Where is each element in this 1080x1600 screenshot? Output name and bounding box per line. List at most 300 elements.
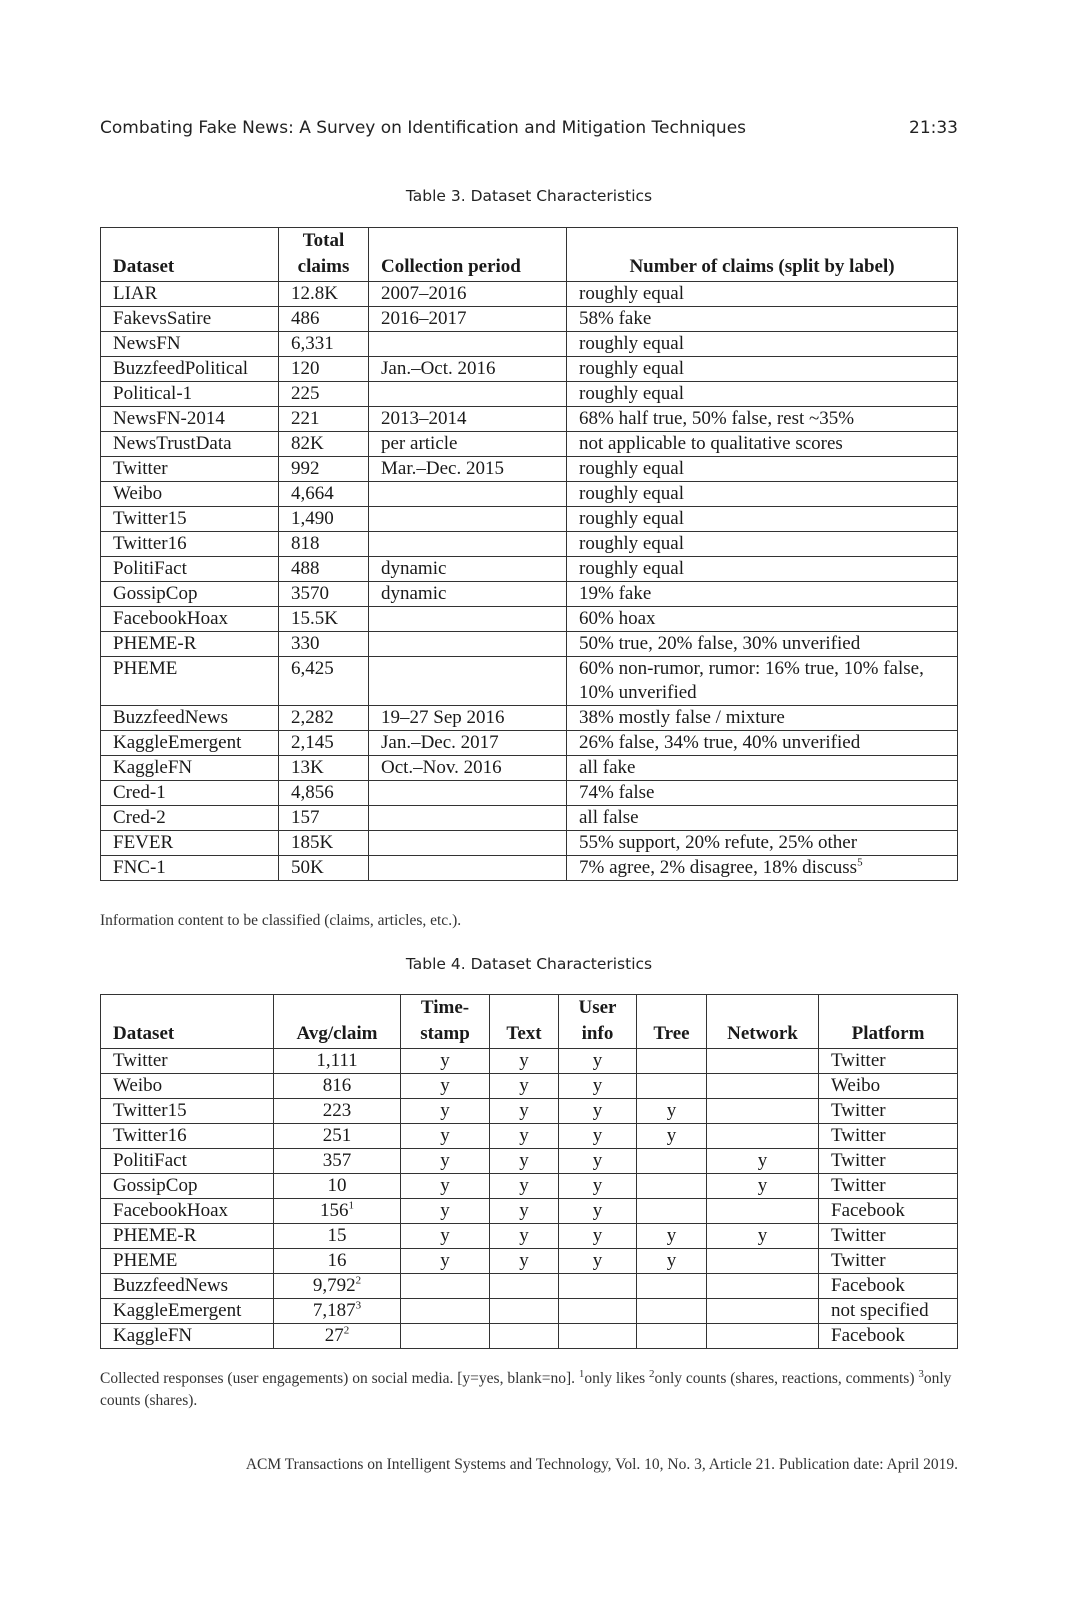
- cell-text: NewsFN-2014: [113, 408, 225, 429]
- cell-text: 2,145: [291, 732, 334, 753]
- table-cell: [567, 582, 958, 607]
- table-cell: [567, 507, 958, 532]
- table-cell: [279, 307, 369, 332]
- table-cell: [490, 1149, 559, 1174]
- table-cell: [274, 1299, 401, 1324]
- cell-text: y: [519, 1250, 529, 1271]
- cell-text: roughly equal: [579, 358, 685, 379]
- table-row: [101, 1224, 958, 1249]
- table-cell: [101, 357, 279, 382]
- table-cell: [819, 1124, 958, 1149]
- cell-text: Twitter: [831, 1125, 886, 1146]
- column-header: Avg/claim: [274, 995, 401, 1049]
- table-row: [101, 806, 958, 831]
- cell-text: y: [666, 1225, 677, 1246]
- table-cell: [401, 1074, 490, 1099]
- table-cell: [369, 282, 567, 307]
- table-cell: [369, 357, 567, 382]
- table-cell: [279, 382, 369, 407]
- cell-text: PHEME: [113, 658, 178, 679]
- note-text: Collected responses (user engagements) on social media. [y=yes, blank=no].: [100, 1370, 579, 1387]
- cell-text: KaggleEmergent: [113, 1300, 242, 1321]
- table-cell: [369, 482, 567, 507]
- cell-text: 7,187: [312, 1300, 356, 1321]
- cell-text: BuzzfeedNews: [113, 1275, 229, 1296]
- table-cell: [567, 282, 958, 307]
- table-cell: [707, 1299, 819, 1324]
- table-cell: [279, 407, 369, 432]
- cell-text: NewsFN: [113, 333, 181, 354]
- table-row: [101, 282, 958, 307]
- cell-text: 60% hoax: [579, 608, 656, 629]
- cell-text: y: [440, 1175, 450, 1196]
- cell-text: 992: [291, 458, 320, 479]
- table-cell: [490, 1174, 559, 1199]
- table-cell: [101, 1049, 274, 1074]
- table-row: [101, 1324, 958, 1349]
- table-cell: [567, 756, 958, 781]
- cell-text: 50K: [291, 857, 324, 878]
- table-cell: [101, 457, 279, 482]
- note-text: only counts (shares, reactions, comments): [654, 1370, 919, 1387]
- table-cell: [279, 357, 369, 382]
- table-cell: [101, 607, 279, 632]
- table-cell: [707, 1099, 819, 1124]
- table-cell: [401, 1149, 490, 1174]
- cell-text: y: [440, 1075, 450, 1096]
- cell-text: 13K: [291, 757, 324, 778]
- table-cell: [101, 706, 279, 731]
- cell-text: Twitter: [113, 458, 168, 479]
- table-cell: [559, 1299, 637, 1324]
- table-cell: [401, 1274, 490, 1299]
- table-row: [101, 1174, 958, 1199]
- table-cell: [567, 532, 958, 557]
- table-cell: [819, 1174, 958, 1199]
- cell-text: FEVER: [113, 832, 174, 853]
- cell-text: y: [519, 1225, 529, 1246]
- table-cell: [637, 1224, 707, 1249]
- table-cell: [559, 1274, 637, 1299]
- cell-text: 185K: [291, 832, 334, 853]
- table-cell: [567, 607, 958, 632]
- cell-text: Twitter: [831, 1100, 886, 1121]
- table-cell: [567, 632, 958, 657]
- table-cell: [567, 457, 958, 482]
- note-text: only likes: [584, 1370, 649, 1387]
- table4-caption: Table 4. Dataset Characteristics: [405, 955, 653, 973]
- cell-text: roughly equal: [579, 458, 685, 479]
- table-row: [101, 657, 958, 706]
- table-row: [101, 507, 958, 532]
- cell-text: y: [519, 1100, 529, 1121]
- cell-text: 1,111: [316, 1050, 358, 1071]
- table-cell: [101, 407, 279, 432]
- table-cell: [637, 1324, 707, 1349]
- cell-text: 223: [322, 1100, 352, 1121]
- table-cell: [490, 1324, 559, 1349]
- table-cell: [279, 831, 369, 856]
- table-cell: [101, 307, 279, 332]
- table-cell: [369, 781, 567, 806]
- table-cell: [274, 1199, 401, 1224]
- table-cell: [819, 1224, 958, 1249]
- table-cell: [369, 507, 567, 532]
- table-cell: [567, 332, 958, 357]
- table-cell: [637, 1274, 707, 1299]
- column-header: Dataset: [101, 995, 274, 1049]
- table-row: [101, 357, 958, 382]
- cell-text: 251: [322, 1125, 352, 1146]
- table-row: [101, 756, 958, 781]
- cell-text: y: [592, 1100, 603, 1121]
- cell-text: PHEME-R: [113, 1225, 197, 1246]
- table-cell: [637, 1174, 707, 1199]
- table-cell: [567, 657, 958, 706]
- footnote-mark: 1: [578, 1367, 585, 1380]
- table-cell: [369, 632, 567, 657]
- table-row: [101, 831, 958, 856]
- table-cell: [101, 856, 279, 881]
- table-cell: [279, 657, 369, 706]
- cell-text: y: [440, 1100, 450, 1121]
- cell-text: y: [757, 1225, 768, 1246]
- table-cell: [279, 457, 369, 482]
- table-cell: [101, 731, 279, 756]
- cell-text: Twitter: [831, 1175, 886, 1196]
- cell-text: 16: [327, 1250, 347, 1271]
- cell-text: y: [592, 1125, 603, 1146]
- table-cell: [707, 1274, 819, 1299]
- cell-text: GossipCop: [113, 583, 198, 604]
- table-cell: [274, 1124, 401, 1149]
- cell-text: PolitiFact: [113, 558, 187, 579]
- cell-text: Political-1: [113, 383, 193, 404]
- table-cell: [369, 457, 567, 482]
- cell-text: 10: [327, 1175, 347, 1196]
- cell-text: Cred-2: [113, 807, 166, 828]
- table-cell: [707, 1049, 819, 1074]
- table-row: [101, 382, 958, 407]
- cell-text: Twitter15: [113, 1100, 187, 1121]
- cell-text: y: [592, 1175, 603, 1196]
- column-header: Collection period: [369, 228, 567, 282]
- table-cell: [490, 1199, 559, 1224]
- cell-text: FakevsSatire: [113, 308, 212, 329]
- table-cell: [101, 1174, 274, 1199]
- cell-text: Twitter16: [113, 1125, 187, 1146]
- cell-text: y: [519, 1075, 529, 1096]
- cell-text: GossipCop: [113, 1175, 198, 1196]
- cell-text: BuzzfeedPolitical: [113, 358, 249, 379]
- cell-text: 12.8K: [291, 283, 338, 304]
- table-cell: [567, 706, 958, 731]
- table-cell: [369, 831, 567, 856]
- cell-text: KaggleEmergent: [113, 732, 242, 753]
- table-cell: [559, 1124, 637, 1149]
- table-cell: [707, 1324, 819, 1349]
- table-cell: [369, 582, 567, 607]
- page-number: 21:33: [909, 118, 958, 138]
- table-cell: [819, 1149, 958, 1174]
- table-cell: [637, 1124, 707, 1149]
- table-row: [101, 1249, 958, 1274]
- footnote-mark: 2: [355, 1274, 362, 1287]
- table-cell: [369, 657, 567, 706]
- table-cell: [369, 557, 567, 582]
- cell-text: y: [666, 1125, 677, 1146]
- table-cell: [101, 282, 279, 307]
- cell-text: 7% agree, 2% disagree, 18% discuss: [579, 857, 858, 878]
- table-row: [101, 582, 958, 607]
- note-text: only counts (shares).: [100, 1370, 952, 1409]
- cell-text: BuzzfeedNews: [113, 707, 229, 728]
- table-cell: [559, 1149, 637, 1174]
- cell-text: 2016–2017: [381, 308, 467, 329]
- table-cell: [274, 1049, 401, 1074]
- table-cell: [567, 482, 958, 507]
- table-cell: [101, 507, 279, 532]
- table-cell: [279, 756, 369, 781]
- table-cell: [401, 1249, 490, 1274]
- table-cell: [567, 557, 958, 582]
- cell-text: 82K: [291, 433, 324, 454]
- table-cell: [707, 1249, 819, 1274]
- table-cell: [279, 856, 369, 881]
- table-cell: [369, 731, 567, 756]
- table-cell: [279, 507, 369, 532]
- table-cell: [567, 856, 958, 881]
- table-cell: [490, 1074, 559, 1099]
- table-cell: [101, 332, 279, 357]
- table-cell: [637, 1049, 707, 1074]
- table-row: [101, 482, 958, 507]
- table-cell: [101, 1199, 274, 1224]
- cell-text: NewsTrustData: [113, 433, 232, 454]
- table-cell: [559, 1074, 637, 1099]
- table-cell: [279, 557, 369, 582]
- cell-text: 488: [291, 558, 320, 579]
- table-cell: [369, 806, 567, 831]
- table-cell: [401, 1324, 490, 1349]
- cell-text: Weibo: [831, 1075, 881, 1096]
- table-cell: [819, 1199, 958, 1224]
- table-cell: [707, 1074, 819, 1099]
- cell-text: Weibo: [113, 1075, 163, 1096]
- cell-text: y: [592, 1250, 603, 1271]
- table-row: [101, 632, 958, 657]
- footnote-mark: 1: [348, 1199, 354, 1212]
- cell-text: Facebook: [831, 1275, 905, 1296]
- running-head: [100, 118, 958, 138]
- table-cell: [279, 482, 369, 507]
- table-cell: [637, 1149, 707, 1174]
- table-row: [101, 607, 958, 632]
- table-row: [101, 307, 958, 332]
- table-cell: [101, 831, 279, 856]
- table-cell: [279, 731, 369, 756]
- table-cell: [707, 1224, 819, 1249]
- table-cell: [401, 1049, 490, 1074]
- cell-text: 9,792: [312, 1275, 356, 1296]
- cell-text: y: [757, 1175, 768, 1196]
- table-cell: [101, 1249, 274, 1274]
- table-row: [101, 432, 958, 457]
- table-cell: [101, 806, 279, 831]
- cell-text: y: [666, 1250, 677, 1271]
- cell-text: y: [757, 1150, 768, 1171]
- cell-text: y: [440, 1225, 450, 1246]
- cell-text: roughly equal: [579, 333, 685, 354]
- cell-text: Twitter: [831, 1050, 886, 1071]
- table-cell: [101, 1299, 274, 1324]
- table-cell: [369, 856, 567, 881]
- column-header: Total claims: [279, 228, 369, 282]
- table-cell: [819, 1099, 958, 1124]
- cell-text: 2007–2016: [381, 283, 467, 304]
- cell-text: y: [592, 1150, 603, 1171]
- cell-text: Twitter: [113, 1050, 168, 1071]
- cell-text: 818: [291, 533, 320, 554]
- cell-text: 4,856: [291, 782, 334, 803]
- cell-text: Twitter: [831, 1150, 886, 1171]
- footnote-mark: 2: [649, 1367, 655, 1380]
- table-cell: [274, 1149, 401, 1174]
- table-cell: [490, 1049, 559, 1074]
- cell-text: 1,490: [291, 508, 334, 529]
- column-header: User info: [559, 995, 637, 1049]
- cell-text: roughly equal: [579, 558, 685, 579]
- cell-text: 816: [322, 1075, 352, 1096]
- table3-body: [101, 282, 958, 881]
- table-cell: [401, 1174, 490, 1199]
- table-row: [101, 1049, 958, 1074]
- column-header: Network: [707, 995, 819, 1049]
- cell-text: roughly equal: [579, 383, 685, 404]
- table-cell: [274, 1249, 401, 1274]
- table-cell: [369, 432, 567, 457]
- table-cell: [401, 1299, 490, 1324]
- cell-text: PHEME: [113, 1250, 178, 1271]
- table-cell: [637, 1099, 707, 1124]
- table-cell: [707, 1124, 819, 1149]
- table-cell: [101, 756, 279, 781]
- cell-text: y: [666, 1100, 677, 1121]
- cell-text: y: [519, 1050, 529, 1071]
- cell-text: 120: [291, 358, 320, 379]
- cell-text: 15: [327, 1225, 347, 1246]
- cell-text: roughly equal: [579, 508, 685, 529]
- table-cell: [490, 1274, 559, 1299]
- table-cell: [819, 1249, 958, 1274]
- table-cell: [274, 1099, 401, 1124]
- table-cell: [279, 632, 369, 657]
- cell-text: 26% false, 34% true, 40% unverified: [579, 732, 861, 753]
- cell-text: 55% support, 20% refute, 25% other: [579, 832, 858, 853]
- table-cell: [401, 1099, 490, 1124]
- cell-text: Twitter16: [113, 533, 187, 554]
- table-cell: [567, 831, 958, 856]
- cell-text: 357: [322, 1150, 352, 1171]
- table-cell: [101, 1274, 274, 1299]
- table-row: [101, 781, 958, 806]
- table-cell: [279, 582, 369, 607]
- cell-text: Facebook: [831, 1200, 905, 1221]
- cell-text: 156: [320, 1200, 349, 1221]
- table-cell: [559, 1324, 637, 1349]
- cell-text: dynamic: [381, 583, 447, 604]
- table-cell: [369, 607, 567, 632]
- table-cell: [490, 1099, 559, 1124]
- table-row: [101, 1199, 958, 1224]
- table-cell: [101, 482, 279, 507]
- table-cell: [567, 357, 958, 382]
- cell-text: y: [440, 1150, 450, 1171]
- table4: [100, 994, 958, 1349]
- table3-note: Information content to be classified (claims, articles, etc.).: [100, 912, 462, 929]
- table-cell: [279, 432, 369, 457]
- table-cell: [490, 1224, 559, 1249]
- table-row: [101, 532, 958, 557]
- table-row: [101, 856, 958, 881]
- cell-text: Jan.–Dec. 2017: [381, 732, 499, 753]
- table-cell: [567, 382, 958, 407]
- table-cell: [279, 282, 369, 307]
- cell-text: LIAR: [113, 283, 158, 304]
- cell-text: 225: [291, 383, 320, 404]
- cell-text: Mar.–Dec. 2015: [381, 458, 504, 479]
- cell-text: y: [592, 1225, 603, 1246]
- table-cell: [279, 332, 369, 357]
- cell-text: KaggleFN: [113, 757, 193, 778]
- table-row: [101, 731, 958, 756]
- table-cell: [101, 1124, 274, 1149]
- table-cell: [101, 1074, 274, 1099]
- cell-text: 38% mostly false / mixture: [579, 707, 785, 728]
- table3-caption: Table 3. Dataset Characteristics: [405, 187, 653, 205]
- table-cell: [101, 582, 279, 607]
- footnote-mark: 3: [918, 1367, 924, 1380]
- cell-text: 6,425: [291, 658, 334, 679]
- table-row: [101, 1074, 958, 1099]
- cell-text: 60% non-rumor, rumor: 16% true, 10% false, 10% unverified: [579, 658, 924, 703]
- cell-text: y: [592, 1050, 603, 1071]
- table-row: [101, 1149, 958, 1174]
- cell-text: y: [519, 1200, 529, 1221]
- table-cell: [369, 407, 567, 432]
- table-cell: [101, 1324, 274, 1349]
- footnote-mark: 2: [343, 1324, 350, 1337]
- table-cell: [101, 657, 279, 706]
- table-cell: [279, 781, 369, 806]
- cell-text: y: [519, 1175, 529, 1196]
- cell-text: 486: [291, 308, 320, 329]
- table-cell: [401, 1199, 490, 1224]
- table-cell: [401, 1224, 490, 1249]
- table-row: [101, 1124, 958, 1149]
- cell-text: 157: [291, 807, 320, 828]
- table-cell: [279, 706, 369, 731]
- column-header: Text: [490, 995, 559, 1049]
- table-cell: [819, 1299, 958, 1324]
- cell-text: not specified: [831, 1300, 929, 1321]
- table-cell: [567, 781, 958, 806]
- table-row: [101, 1299, 958, 1324]
- table-cell: [707, 1199, 819, 1224]
- cell-text: Twitter: [831, 1225, 886, 1246]
- table-cell: [637, 1074, 707, 1099]
- cell-text: 74% false: [579, 782, 655, 803]
